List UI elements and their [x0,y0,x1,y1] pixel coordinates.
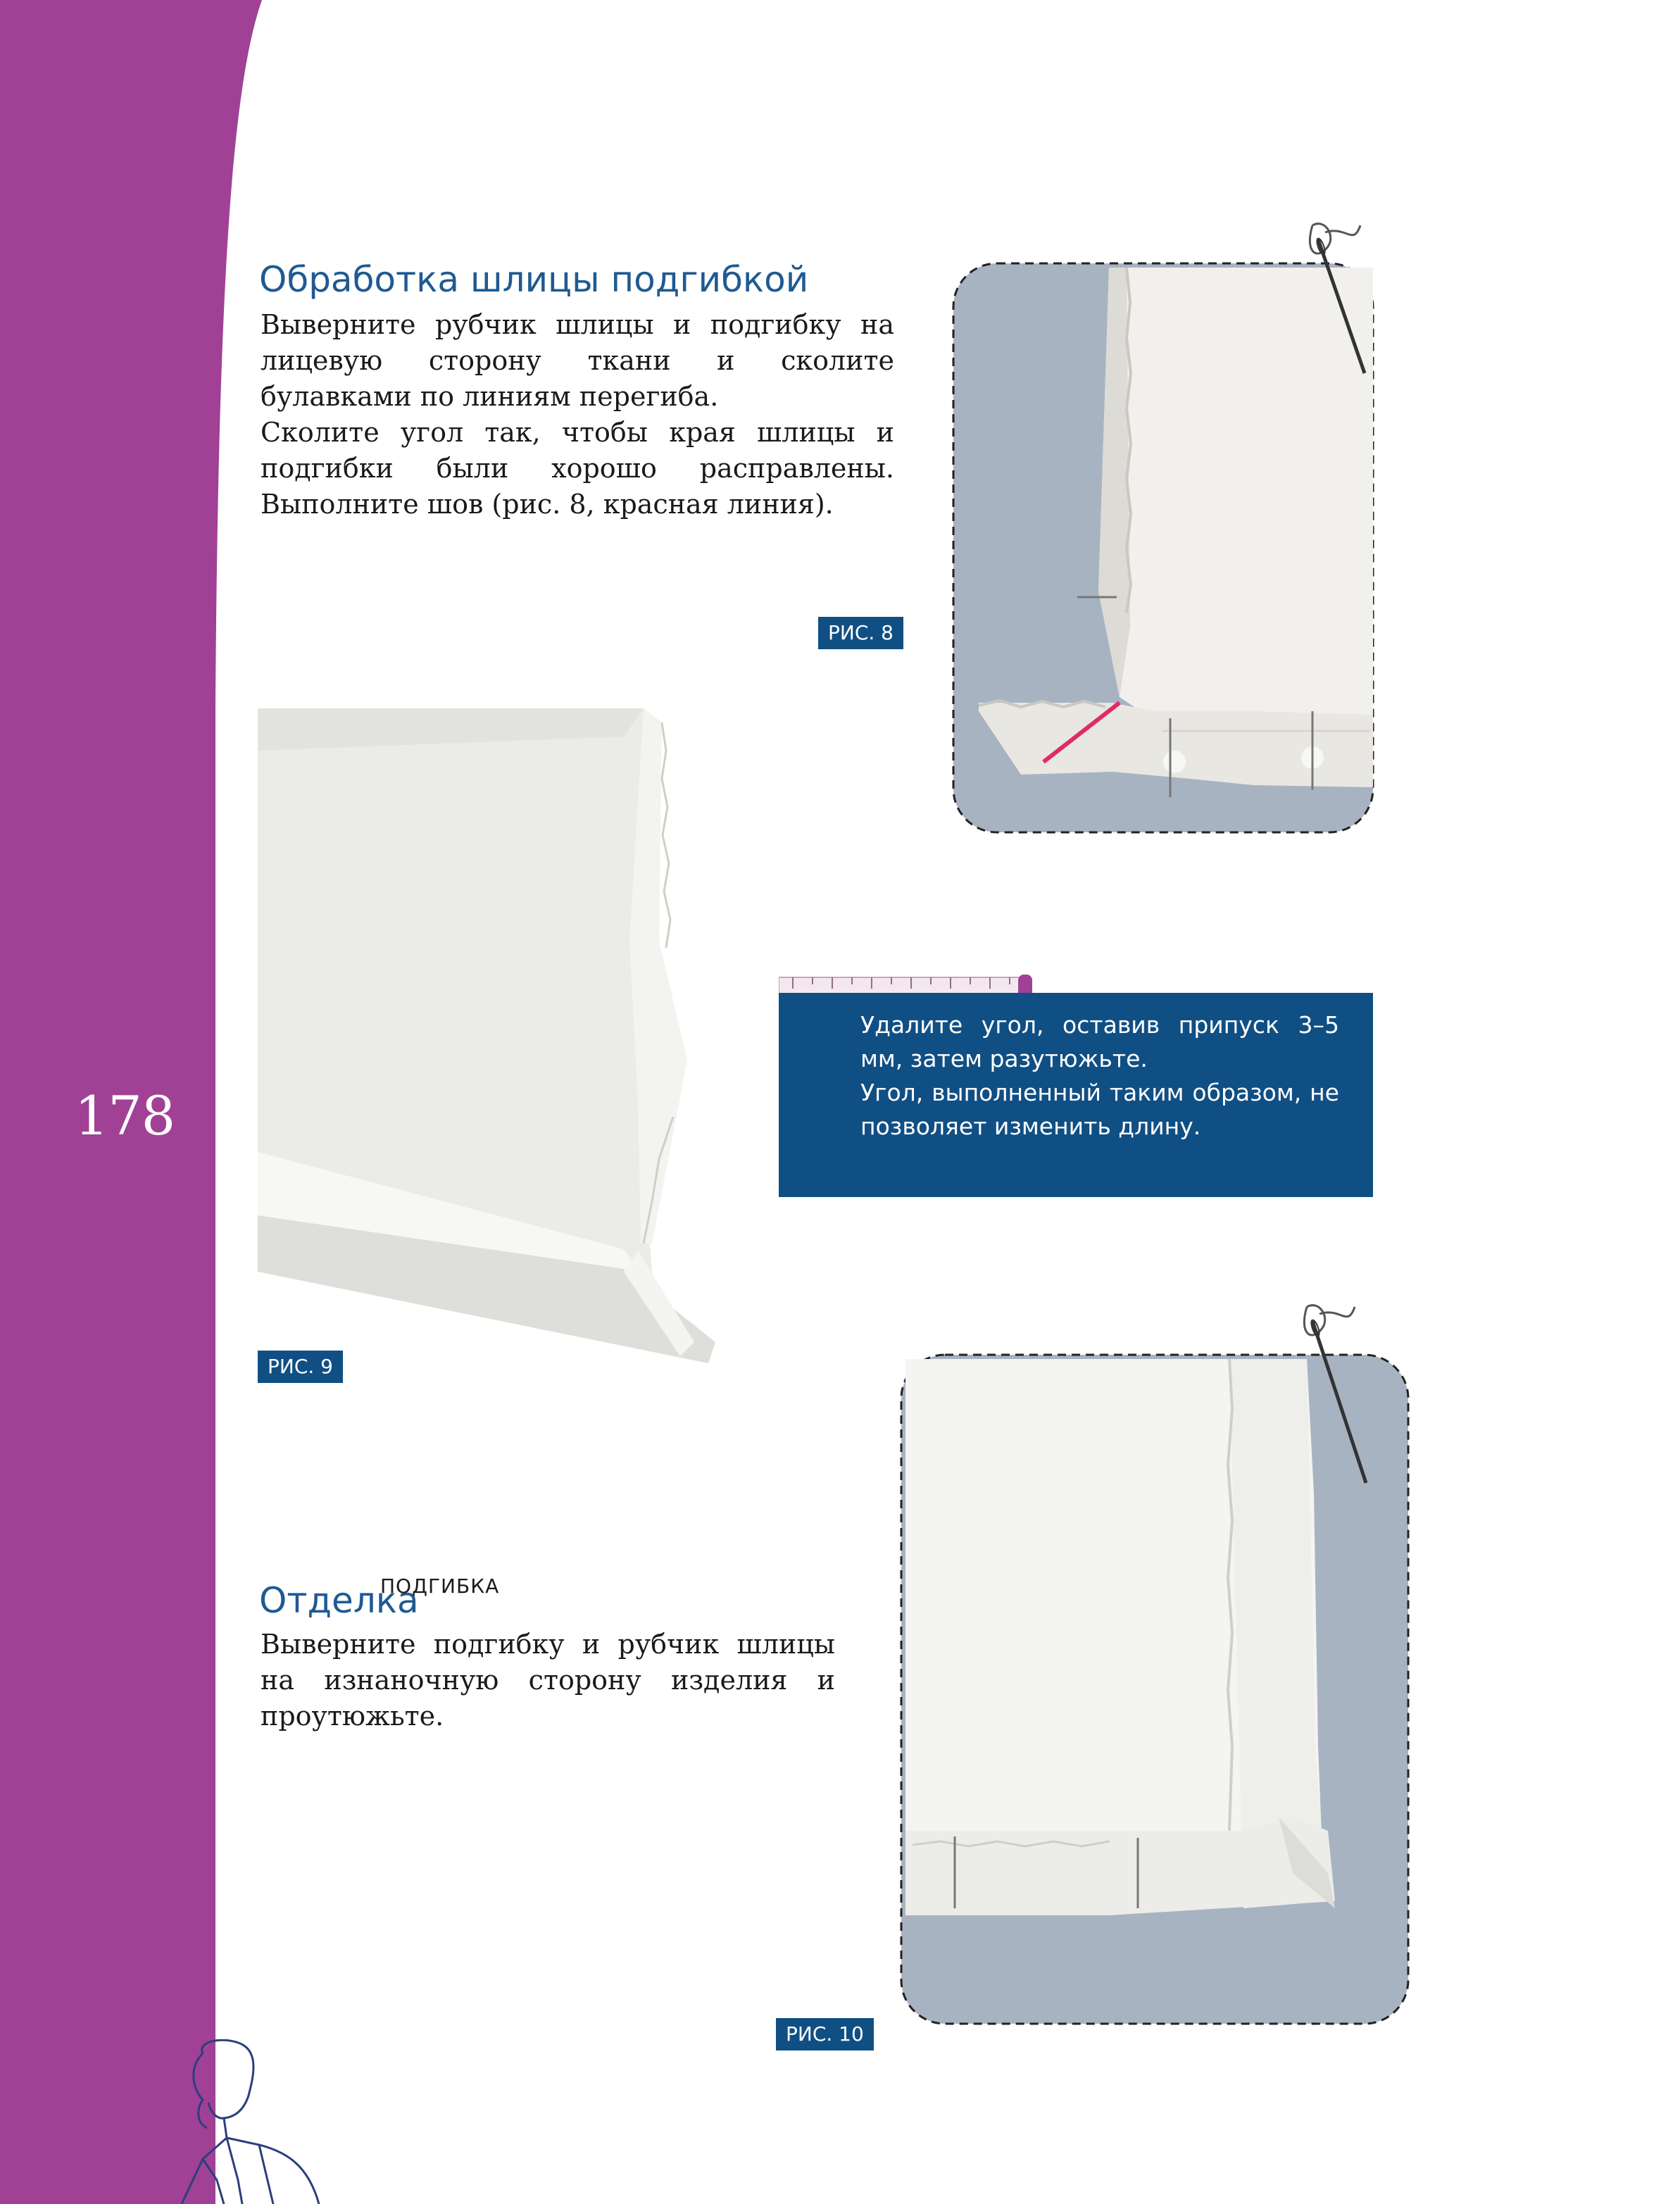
figure-9-caption: РИС. 9 [258,1351,343,1383]
tip-text [860,1008,1339,1144]
tip-box [779,993,1373,1197]
section-title-slit: Обработка шлицы подгибкой [259,259,809,300]
instruction-paragraph: Сколите угол так, чтобы края шлицы и подгибки были хорошо расправлены. Выполните шов (рис. 8, красная линия). [261,417,894,520]
page-number: 178 [75,1084,175,1147]
figure-9-photo [258,708,722,1363]
tip-paragraph: Удалите угол, оставив припуск 3–5 мм, затем разутюжьте. [860,1011,1339,1072]
needle-thread-icon [1291,1293,1369,1490]
section-body-finishing [261,1627,835,1734]
needle-thread-icon [1297,211,1374,380]
section-title-finishing: Отделка [259,1580,419,1621]
instruction-paragraph: Выверните подгибку и рубчик шлицы на изнаночную сторону изделия и проутюжьте. [261,1629,835,1732]
figure-8-caption: РИС. 8 [818,617,903,649]
woman-sketch-icon [153,2039,330,2204]
section-body-slit [261,307,894,522]
instruction-paragraph: Выверните рубчик шлицы и подгибку на лицевую сторону ткани и сколите булавками по линиям перегиба. [261,309,894,412]
figure-10-caption: РИС. 10 [776,2018,874,2050]
footer-section-label: ПОДГИБКА [380,1574,500,1598]
tip-paragraph: Угол, выполненный таким образом, не позволяет изменить длину. [860,1079,1339,1140]
